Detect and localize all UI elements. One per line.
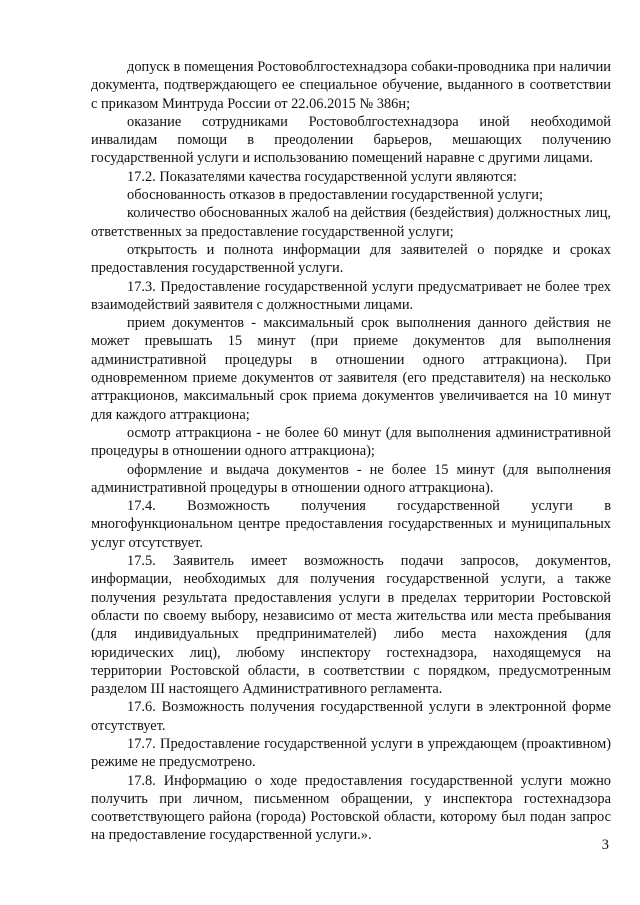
- paragraph-17-3-interactions: 17.3. Предоставление государственной услуги предусматривает не более трех взаимодействий заявителя с должностными лицами.: [91, 278, 611, 313]
- paragraph-complaints-count: количество обоснованных жалоб на действия (бездействия) должностных лиц, ответственных за предоставление государственной услуги;: [91, 205, 611, 240]
- paragraph-17-4-mfc: 17.4. Возможность получения государственной услуги в многофункциональном центре предоставления государственных и муниципальных услуг отсутствует.: [91, 498, 611, 551]
- page-number: 3: [601, 837, 609, 853]
- document-body: [91, 58, 611, 845]
- paragraph-17-5-request-submission: 17.5. Заявитель имеет возможность подачи запросов, документов, информации, необходимых для получения государственной услуги, а также получения результата предоставления услуги в пределах территории Ростовской области по своему выбору, независимо от места жительства или места пребывания (для индивидуальных предпринимателей) либо места нахождения (для юридических лиц), любому инспектору гостехнадзора, находящемуся на территории Ростовской области, в соответствии с порядком, предусмотренным разделом III настоящего Административного регламента.: [91, 553, 611, 698]
- paragraph-17-2-quality-indicators: 17.2. Показателями качества государственной услуги являются:: [127, 168, 517, 185]
- paragraph-information-openness: открытость и полнота информации для заявителей о порядке и сроках предоставления государственной услуги.: [91, 241, 611, 277]
- paragraph-staff-assistance: оказание сотрудниками Ростовоблгостехнадзора иной необходимой инвалидам помощи в преодолении барьеров, мешающих получению государственной услуги и использованию помещений наравне с другими лицами.: [91, 113, 611, 167]
- paragraph-document-reception: прием документов - максимальный срок выполнения данного действия не может превышать 15 минут (при приеме документов для выполнения административной процедуры в отношении одного аттракциона). При одновременном приеме документов от заявителя (его представителя) на несколько аттракционов, максимальный срок приема документов увеличивается на 10 минут для каждого аттракциона;: [91, 315, 611, 423]
- paragraph-guide-dog-admission: допуск в помещения Ростовоблгостехнадзора собаки-проводника при наличии документа, подтверждающего ее специальное обучение, выданного в соответствии с приказом Минтруда России от 22.06.2015 № 386н;: [91, 59, 611, 112]
- paragraph-attraction-inspection: осмотр аттракциона - не более 60 минут (для выполнения административной процедуры в отношении одного аттракциона);: [91, 424, 611, 460]
- paragraph-17-6-electronic-form: 17.6. Возможность получения государственной услуги в электронной форме отсутствует.: [91, 699, 611, 734]
- paragraph-17-8-progress-info: 17.8. Информацию о ходе предоставления государственной услуги можно получить при личном, письменном обращении, у инспектора гостехнадзора соответствующего района (города) Ростовской области, которому был подан запрос на предоставление государственной услуги.».: [91, 772, 611, 844]
- paragraph-17-7-proactive-mode: 17.7. Предоставление государственной услуги в упреждающем (проактивном) режиме не предусмотрено.: [91, 735, 611, 771]
- paragraph-document-issuance: оформление и выдача документов - не более 15 минут (для выполнения административной процедуры в отношении одного аттракциона).: [91, 461, 611, 496]
- paragraph-refusal-validity: обоснованность отказов в предоставлении государственной услуги;: [127, 187, 543, 204]
